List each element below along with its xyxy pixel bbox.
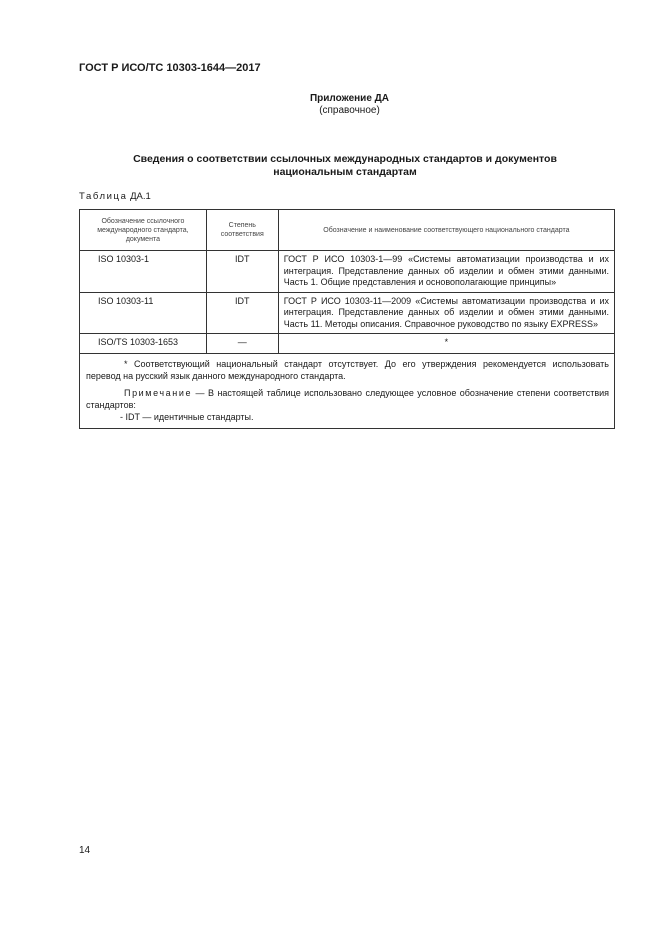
table-notes-row bbox=[80, 354, 615, 429]
cell-national: * bbox=[278, 334, 614, 354]
notes-cell bbox=[80, 354, 615, 429]
header-national-standard: Обозначение и наименование соответствующего национального стандарта bbox=[278, 210, 614, 251]
document-code: ГОСТ Р ИСО/ТС 10303-1644—2017 bbox=[79, 62, 261, 74]
table-caption-id: ДА.1 bbox=[130, 191, 151, 202]
cell-national: ГОСТ Р ИСО 10303-1—99 «Системы автоматизации производства и их интеграция. Представление данных об изделии и обмен этими данными. Часть 1. Общие представления и основополагающие принципы» bbox=[278, 251, 614, 293]
note-text: — В настоящей таблице использовано следующее условное обозначение степени соответствия стандартов: bbox=[86, 388, 609, 410]
cell-degree: — bbox=[206, 334, 278, 354]
table-row bbox=[80, 292, 615, 334]
page-number: 14 bbox=[79, 845, 91, 856]
table-row bbox=[80, 334, 615, 354]
header-degree: Степень соответствия bbox=[206, 210, 278, 251]
note-label: Примечание bbox=[124, 388, 193, 398]
section-heading-line2: национальным стандартам bbox=[273, 166, 417, 178]
footnote: * Соответствующий национальный стандарт отсутствует. До его утверждения рекомендуется использовать перевод на русский язык данного международного стандарта. bbox=[86, 359, 609, 381]
appendix-subtitle: (справочное) bbox=[319, 105, 380, 116]
table-caption bbox=[79, 191, 151, 202]
note-item: - IDT — идентичные стандарты. bbox=[120, 412, 254, 422]
cell-degree: IDT bbox=[206, 292, 278, 334]
cell-national: ГОСТ Р ИСО 10303-11—2009 «Системы автоматизации производства и их интеграция. Представление данных об изделии и обмен этими данными. Часть 11. Методы описания. Справочное руководство по языку EXPRESS» bbox=[278, 292, 614, 334]
section-heading bbox=[100, 153, 590, 179]
table-header-row bbox=[80, 210, 615, 251]
header-reference-standard: Обозначение ссылочного международного стандарта, документа bbox=[80, 210, 207, 251]
correspondence-table bbox=[79, 209, 615, 429]
section-heading-line1: Сведения о соответствии ссылочных международных стандартов и документов bbox=[133, 153, 557, 165]
cell-ref: ISO 10303-11 bbox=[80, 292, 207, 334]
appendix-title: Приложение ДА bbox=[309, 93, 390, 104]
table-row bbox=[80, 251, 615, 293]
table-caption-label: Таблица bbox=[79, 191, 128, 202]
cell-degree: IDT bbox=[206, 251, 278, 293]
cell-ref: ISO/TS 10303-1653 bbox=[80, 334, 207, 354]
appendix-block bbox=[0, 93, 661, 117]
cell-ref: ISO 10303-1 bbox=[80, 251, 207, 293]
note bbox=[86, 387, 609, 411]
